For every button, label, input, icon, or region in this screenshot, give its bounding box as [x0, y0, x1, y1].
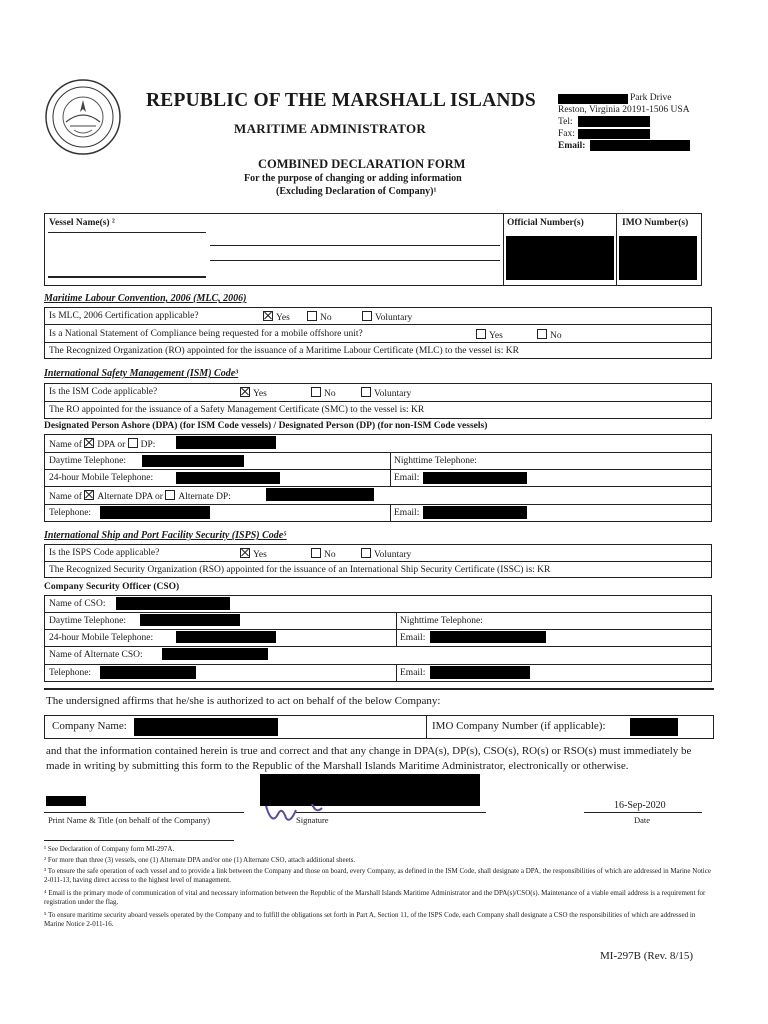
- checkbox-icon[interactable]: [165, 490, 175, 500]
- redacted-alt-dpa-name: [266, 488, 374, 501]
- redacted-dpa-daytime: [142, 455, 244, 467]
- dpa-telephone-label: Telephone:: [49, 508, 92, 518]
- ism-ro: The RO appointed for the issuance of a Safety Management Certificate (SMC) to the vessel is: KR: [49, 405, 425, 415]
- yes-label: Yes: [276, 313, 290, 323]
- no-label: No: [550, 331, 562, 341]
- isps-q1-yes[interactable]: [240, 548, 267, 560]
- checkbox-checked-icon[interactable]: [240, 387, 250, 397]
- dpa-email-label: Email:: [394, 473, 420, 483]
- cso-alt-email-label: Email:: [400, 668, 426, 678]
- affirm-line: The undersigned affirms that he/she is authorized to act on behalf of the below Company:: [46, 695, 441, 707]
- alt-dp-label: Alternate DP:: [178, 492, 231, 502]
- form-title: COMBINED DECLARATION FORM: [258, 157, 466, 171]
- checkbox-icon[interactable]: [362, 311, 372, 321]
- no-label: No: [324, 389, 336, 399]
- imo-company-label: IMO Company Number (if applicable):: [432, 720, 606, 732]
- seal-logo: [44, 78, 122, 156]
- redacted-cso-telephone: [100, 666, 196, 679]
- vessel-name-header: Vessel Name(s) ²: [49, 218, 115, 228]
- tel-label: Tel:: [558, 117, 573, 127]
- ism-q1-voluntary[interactable]: [361, 387, 411, 399]
- name-of-label: Name of: [49, 492, 82, 502]
- footnote-1: ¹ See Declaration of Company form MI-297A.: [44, 845, 175, 853]
- checkbox-checked-icon[interactable]: [240, 548, 250, 558]
- checkbox-checked-icon[interactable]: [84, 438, 94, 448]
- redacted-tel: [578, 116, 650, 127]
- mlc-heading: Maritime Labour Convention, 2006 (MLC, 2006): [44, 293, 247, 304]
- section-divider: [44, 688, 714, 690]
- redacted-imo-numbers: [619, 236, 697, 280]
- checkbox-checked-icon[interactable]: [263, 311, 273, 321]
- ism-q1-yes[interactable]: [240, 387, 267, 399]
- redacted-alt-telephone: [100, 506, 210, 519]
- authority-title: MARITIME ADMINISTRATOR: [234, 121, 427, 136]
- checkbox-icon[interactable]: [361, 548, 371, 558]
- ism-heading: International Safety Management (ISM) Code³: [44, 368, 239, 379]
- isps-heading: International Ship and Port Facility Security (ISPS) Code⁵: [44, 530, 287, 541]
- dp-label: DP:: [140, 440, 156, 450]
- redacted-alt-cso-name: [162, 648, 268, 660]
- cso-nighttime-label: Nighttime Telephone:: [400, 616, 483, 626]
- date-label: Date: [634, 815, 651, 825]
- dpa-alt-row: [49, 490, 231, 502]
- mlc-q2-yes[interactable]: [476, 329, 503, 341]
- redacted-dpa-name: [176, 436, 276, 449]
- footnote-4: ⁴ Email is the primary mode of communication of vital and necessary information between the Republic of the Marshall Islands Maritime Administrator and the DPA(s)/CSO(s). Maintenance of a viable email address is a requirement for registration under the flag.: [44, 889, 706, 906]
- footnote-3: ³ To ensure the safe operation of each vessel and to provide a link between the Company and those on board, every Company, as defined in the ISM Code, shall designate a DPA, the responsibilities of which are addressed in Marine Notice 2-011-13, having direct access to the highest level of management.: [44, 867, 711, 884]
- redacted-email: [590, 140, 690, 151]
- country-title: REPUBLIC OF THE MARSHALL ISLANDS: [146, 90, 536, 111]
- ism-q1-no[interactable]: [311, 387, 336, 399]
- checkbox-icon[interactable]: [476, 329, 486, 339]
- address-line2: Reston, Virginia 20191-1506 USA: [558, 105, 690, 115]
- redacted-dpa-email: [423, 472, 527, 484]
- redacted-cso-mobile: [176, 631, 276, 643]
- checkbox-icon[interactable]: [128, 438, 138, 448]
- mlc-q1-yes[interactable]: [263, 311, 290, 323]
- date-value: 16-Sep-2020: [614, 800, 666, 811]
- footnote-5: ⁵ To ensure maritime security aboard vessels operated by the Company and to fulfill the obligations set forth in Part A, Section 11, of the ISPS Code, each Company shall designate a CSO the responsibilities of which are addressed in Marine Notice 2-011-16.: [44, 911, 696, 928]
- redacted-cso-name: [116, 597, 230, 610]
- cso-telephone-label: Telephone:: [49, 668, 92, 678]
- footnote-2: ² For more than three (3) vessels, one (1) Alternate DPA and/or one (1) Alternate CSO, attach additional sheets.: [44, 856, 356, 864]
- redacted-cso-alt-email: [430, 666, 530, 679]
- mlc-q1: Is MLC, 2006 Certification applicable?: [49, 311, 199, 321]
- isps-q1-no[interactable]: [311, 548, 336, 560]
- checkbox-icon[interactable]: [311, 548, 321, 558]
- isps-q1-voluntary[interactable]: [361, 548, 411, 560]
- cso-mobile-label: 24-hour Mobile Telephone:: [49, 633, 154, 643]
- mlc-q1-voluntary[interactable]: [362, 311, 412, 323]
- address-line1: Park Drive: [630, 93, 672, 103]
- voluntary-label: Voluntary: [374, 389, 412, 399]
- redacted-cso-daytime: [140, 614, 240, 626]
- dpa-nighttime-label: Nighttime Telephone:: [394, 456, 477, 466]
- no-label: No: [320, 313, 332, 323]
- cso-email-label: Email:: [400, 633, 426, 643]
- alt-dpa-label: Alternate DPA or: [97, 492, 163, 502]
- email-label: Email:: [558, 141, 586, 151]
- yes-label: Yes: [253, 550, 267, 560]
- checkbox-icon[interactable]: [537, 329, 547, 339]
- isps-q1: Is the ISPS Code applicable?: [49, 548, 160, 558]
- mlc-q2-no[interactable]: [537, 329, 562, 341]
- mlc-ro: The Recognized Organization (RO) appointed for the issuance of a Maritime Labour Certificate (MLC) to the vessel is: KR: [49, 346, 519, 356]
- dpa-name-row: [49, 438, 155, 450]
- dpa-alt-email-label: Email:: [394, 508, 420, 518]
- voluntary-label: Voluntary: [374, 550, 412, 560]
- form-subtitle-1: For the purpose of changing or adding information: [244, 173, 462, 184]
- checkbox-checked-icon[interactable]: [84, 490, 94, 500]
- redacted-imo-company: [630, 718, 678, 736]
- redacted-fax: [578, 129, 650, 139]
- company-name-label: Company Name:: [52, 720, 127, 732]
- dpa-or-label: DPA or: [97, 440, 126, 450]
- redacted-cso-email: [430, 631, 546, 643]
- yes-label: Yes: [253, 389, 267, 399]
- imo-number-header: IMO Number(s): [622, 218, 689, 228]
- no-label: No: [324, 550, 336, 560]
- voluntary-label: Voluntary: [375, 313, 413, 323]
- dpa-daytime-label: Daytime Telephone:: [49, 456, 126, 466]
- cso-heading: Company Security Officer (CSO): [44, 582, 180, 592]
- redacted-address: [558, 94, 628, 104]
- redacted-official-numbers: [506, 236, 614, 280]
- fax-label: Fax:: [558, 129, 575, 139]
- cso-daytime-label: Daytime Telephone:: [49, 616, 126, 626]
- isps-rso: The Recognized Security Organization (RSO) appointed for the issuance of an International Ship Security Certificate (ISSC) is: KR: [49, 565, 551, 575]
- cso-name-label: Name of CSO:: [49, 599, 106, 609]
- dpa-mobile-label: 24-hour Mobile Telephone:: [49, 473, 154, 483]
- form-number: MI-297B (Rev. 8/15): [600, 950, 694, 962]
- signature-label: Signature: [296, 815, 329, 825]
- form-subtitle-2: (Excluding Declaration of Company)¹: [276, 186, 437, 197]
- dpa-heading: Designated Person Ashore (DPA) (for ISM Code vessels) / Designated Person (DP) (for non-ISM Code vessels): [44, 421, 488, 431]
- cso-alt-name-label: Name of Alternate CSO:: [49, 650, 143, 660]
- redacted-company-name: [134, 718, 278, 736]
- redacted-print-name: [46, 796, 86, 806]
- checkbox-icon[interactable]: [361, 387, 371, 397]
- redacted-alt-email: [423, 506, 527, 519]
- redacted-dpa-mobile: [176, 472, 280, 484]
- print-name-label: Print Name & Title (on behalf of the Company): [48, 815, 210, 825]
- checkbox-icon[interactable]: [307, 311, 317, 321]
- affirm-paragraph: and that the information contained herein is true and correct and that any change in DPA(s), DP(s), CSO(s), RO(s) or RSO(s) must immediately be made in writing by submitting this form to the Republic of the Marshall Islands Maritime Administrator, electronically or otherwise.: [46, 745, 692, 772]
- checkbox-icon[interactable]: [311, 387, 321, 397]
- official-number-header: Official Number(s): [507, 218, 584, 228]
- name-of-label: Name of: [49, 440, 82, 450]
- yes-label: Yes: [489, 331, 503, 341]
- mlc-q2: Is a National Statement of Compliance being requested for a mobile offshore unit?: [49, 329, 363, 339]
- mlc-q1-no[interactable]: [307, 311, 332, 323]
- ism-q1: Is the ISM Code applicable?: [49, 387, 158, 397]
